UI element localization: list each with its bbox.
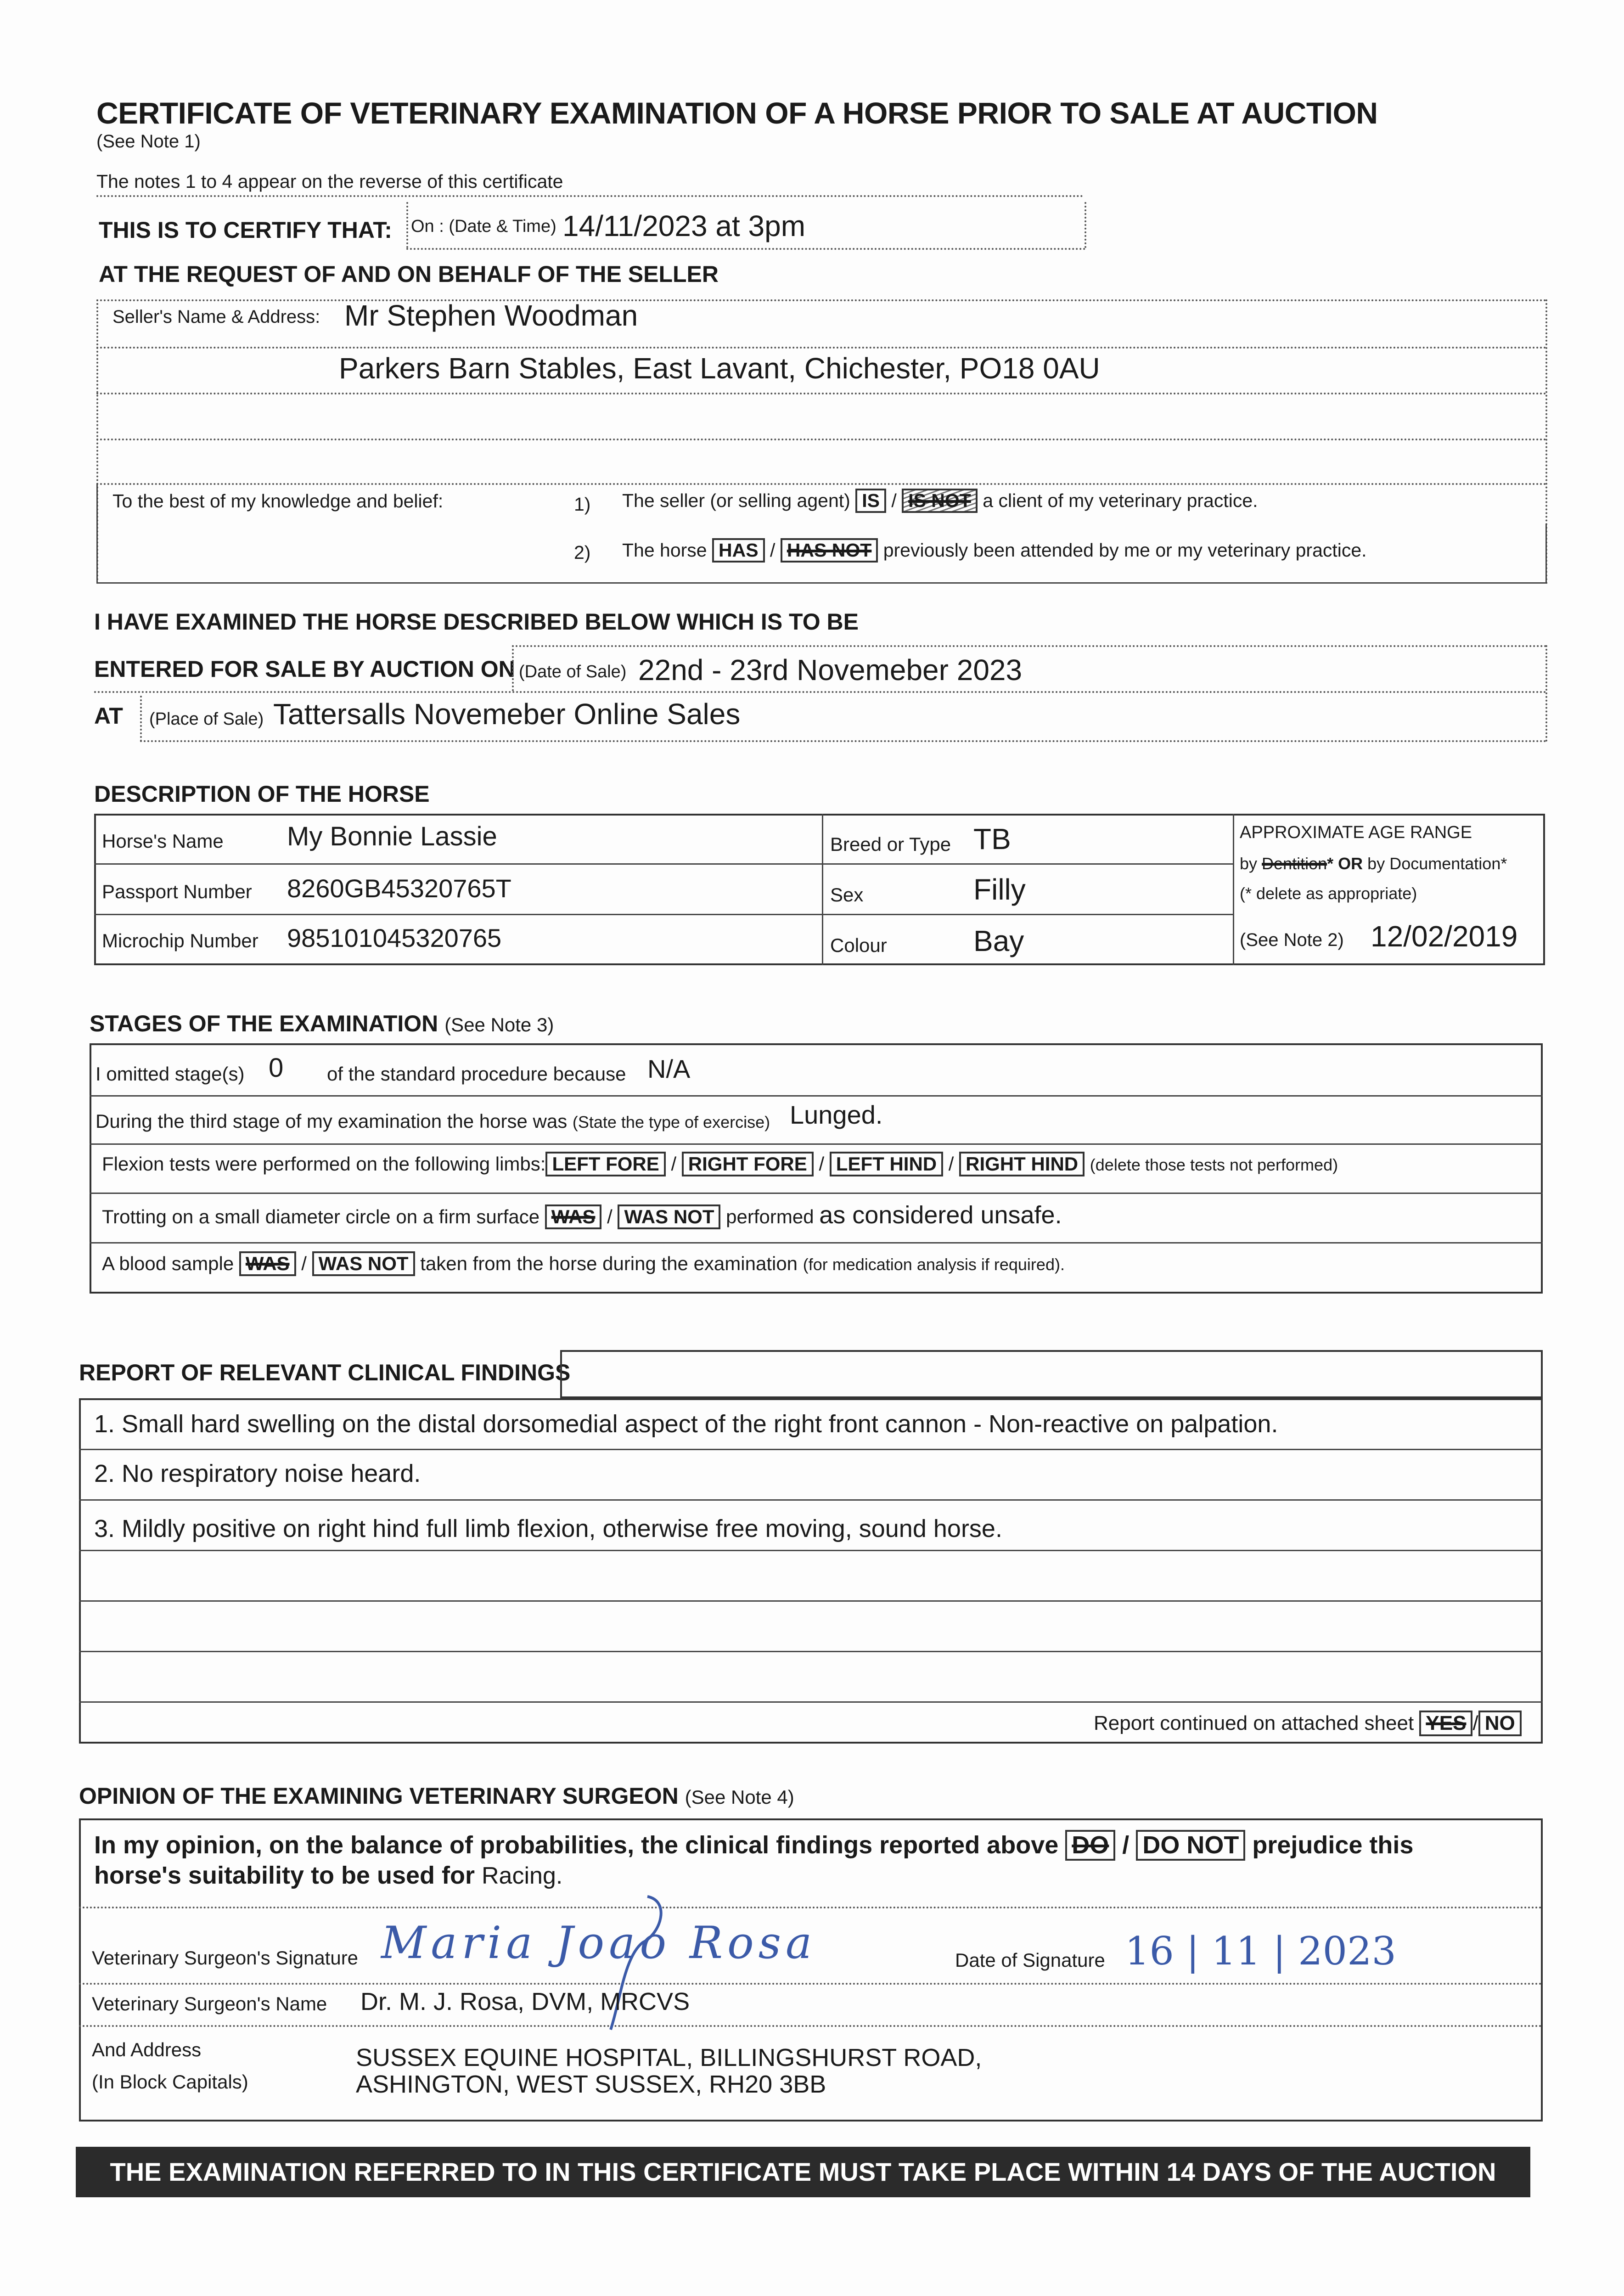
age-delete-note: (* delete as appropriate) xyxy=(1240,884,1417,903)
opinion-line-1-text: In my opinion, on the balance of probabilities, the clinical findings reported above xyxy=(94,1831,1059,1859)
because-value[interactable]: N/A xyxy=(647,1054,691,1083)
trotting-post: performed xyxy=(726,1206,814,1227)
findings-heading-box xyxy=(560,1350,1543,1398)
statement-2-pre: The horse xyxy=(622,540,707,561)
seller-address[interactable]: Parkers Barn Stables, East Lavant, Chichester, PO18 0AU xyxy=(339,352,1100,385)
certify-label: THIS IS TO CERTIFY THAT: xyxy=(99,217,392,243)
client-is-not-option[interactable]: IS NOT xyxy=(902,489,978,513)
statement-1 xyxy=(622,489,1258,513)
opinion-line-2 xyxy=(94,1861,562,1890)
opinion-do-option[interactable]: DO xyxy=(1065,1830,1115,1861)
sale-place-label: (Place of Sale) xyxy=(149,709,264,729)
blood-was-option[interactable]: WAS xyxy=(239,1251,296,1276)
slash: / xyxy=(301,1253,307,1274)
knowledge-label: To the best of my knowledge and belief: xyxy=(112,490,444,512)
statement-2 xyxy=(622,538,1367,563)
trotting-label: Trotting on a small diameter circle on a firm surface xyxy=(102,1206,540,1227)
sale-date-value[interactable]: 22nd - 23rd Novemeber 2023 xyxy=(638,653,1023,687)
opinion-line-2-text: horse's suitability to be used for xyxy=(94,1862,475,1889)
exam-date-label: On : (Date & Time) xyxy=(411,217,556,236)
report-continued-row xyxy=(1094,1711,1522,1736)
age-value[interactable]: 12/02/2019 xyxy=(1371,920,1518,953)
address-line-1[interactable]: SUSSEX EQUINE HOSPITAL, BILLINGSHURST ROAD, xyxy=(356,2044,982,2071)
address-label-2: (In Block Capitals) xyxy=(92,2071,248,2093)
third-stage-note: (State the type of exercise) xyxy=(572,1113,770,1131)
continued-no-option[interactable]: NO xyxy=(1478,1711,1522,1736)
opinion-note: (See Note 4) xyxy=(685,1786,794,1808)
statement-1-pre: The seller (or selling agent) xyxy=(622,490,850,511)
trotting-was-option[interactable]: WAS xyxy=(545,1204,602,1229)
see-note-1: (See Note 1) xyxy=(96,131,201,152)
at-label: AT xyxy=(94,703,123,729)
third-stage-label: During the third stage of my examination the horse was xyxy=(96,1110,568,1132)
age-or: * OR xyxy=(1327,854,1363,873)
passport-value[interactable]: 8260GB45320765T xyxy=(287,874,511,903)
flexion-note: (delete those tests not performed) xyxy=(1090,1155,1338,1174)
entered-heading: ENTERED FOR SALE BY AUCTION ON xyxy=(94,656,515,682)
notes-line: The notes 1 to 4 appear on the reverse of this certificate xyxy=(96,171,563,192)
slash: / xyxy=(1472,1712,1478,1734)
attended-has-not-option[interactable]: HAS NOT xyxy=(781,538,878,563)
opinion-line-1 xyxy=(94,1830,1413,1861)
age-method xyxy=(1240,854,1507,873)
request-heading: AT THE REQUEST OF AND ON BEHALF OF THE SELLER xyxy=(99,261,719,287)
flexion-row xyxy=(102,1152,1338,1176)
trotting-row xyxy=(102,1201,1062,1229)
breed-label: Breed or Type xyxy=(830,833,951,855)
signature-date-label: Date of Signature xyxy=(955,1949,1105,1971)
flexion-right-hind[interactable]: RIGHT HIND xyxy=(959,1152,1085,1176)
opinion-use-value[interactable]: Racing. xyxy=(482,1863,563,1889)
opinion-heading xyxy=(79,1783,794,1809)
blood-label: A blood sample xyxy=(102,1253,234,1274)
slash: / xyxy=(671,1153,677,1175)
signature-date-value[interactable]: 16 | 11 | 2023 xyxy=(1125,1929,1396,1974)
signature[interactable]: Maria Joao Rosa xyxy=(381,1917,817,1969)
certificate-title: CERTIFICATE OF VETERINARY EXAMINATION OF A HORSE PRIOR TO SALE AT AUCTION xyxy=(96,96,1378,130)
age-documentation-option[interactable]: by Documentation* xyxy=(1367,854,1507,873)
age-see-note: (See Note 2) xyxy=(1240,930,1344,950)
finding-1[interactable]: 1. Small hard swelling on the distal dorsomedial aspect of the right front cannon - Non-reactive on palpation. xyxy=(94,1410,1278,1438)
horse-name-label: Horse's Name xyxy=(102,830,224,852)
slash: / xyxy=(819,1153,825,1175)
findings-heading: REPORT OF RELEVANT CLINICAL FINDINGS xyxy=(79,1360,571,1385)
colour-value[interactable]: Bay xyxy=(973,924,1024,957)
opinion-do-not-option[interactable]: DO NOT xyxy=(1136,1830,1245,1861)
stages-heading-text: STAGES OF THE EXAMINATION xyxy=(90,1011,438,1036)
finding-3[interactable]: 3. Mildly positive on right hind full limb flexion, otherwise free moving, sound horse. xyxy=(94,1515,1002,1542)
third-stage xyxy=(96,1110,770,1132)
statement-1-post: a client of my veterinary practice. xyxy=(983,490,1258,511)
seller-name[interactable]: Mr Stephen Woodman xyxy=(344,299,638,332)
horse-description-heading: DESCRIPTION OF THE HORSE xyxy=(94,781,430,807)
third-stage-value[interactable]: Lunged. xyxy=(790,1100,883,1129)
omitted-label: I omitted stage(s) xyxy=(96,1063,245,1085)
flexion-left-fore[interactable]: LEFT FORE xyxy=(545,1152,665,1176)
blood-post: taken from the horse during the examination xyxy=(420,1253,798,1274)
signature-label: Veterinary Surgeon's Signature xyxy=(92,1947,359,1969)
seller-label: Seller's Name & Address: xyxy=(112,307,320,327)
statement-2-number: 2) xyxy=(574,542,591,563)
surgeon-name-label: Veterinary Surgeon's Name xyxy=(92,1993,327,2015)
blood-row xyxy=(102,1251,1065,1276)
microchip-label: Microchip Number xyxy=(102,930,258,951)
exam-date-value[interactable]: 14/11/2023 at 3pm xyxy=(562,209,805,242)
footer-banner: THE EXAMINATION REFERRED TO IN THIS CERTIFICATE MUST TAKE PLACE WITHIN 14 DAYS OF THE AUCTION xyxy=(76,2147,1530,2197)
continued-yes-option[interactable]: YES xyxy=(1419,1711,1472,1736)
because-label: of the standard procedure because xyxy=(327,1063,626,1085)
blood-was-not-option[interactable]: WAS NOT xyxy=(312,1251,415,1276)
omitted-value[interactable]: 0 xyxy=(269,1053,284,1083)
stages-note: (See Note 3) xyxy=(444,1014,554,1035)
microchip-value[interactable]: 985101045320765 xyxy=(287,923,502,952)
horse-name-value[interactable]: My Bonnie Lassie xyxy=(287,822,497,851)
report-continued-label: Report continued on attached sheet xyxy=(1094,1712,1414,1734)
opinion-line-1-post: prejudice this xyxy=(1252,1831,1414,1859)
breed-value[interactable]: TB xyxy=(973,822,1011,855)
examined-heading: I HAVE EXAMINED THE HORSE DESCRIBED BELOW WHICH IS TO BE xyxy=(94,609,859,635)
sale-place-value[interactable]: Tattersalls Novemeber Online Sales xyxy=(273,698,741,731)
finding-2[interactable]: 2. No respiratory noise heard. xyxy=(94,1460,421,1487)
flexion-left-hind[interactable]: LEFT HIND xyxy=(830,1152,943,1176)
address-line-2[interactable]: ASHINGTON, WEST SUSSEX, RH20 3BB xyxy=(356,2071,826,2098)
age-by: by xyxy=(1240,854,1258,873)
statement-1-number: 1) xyxy=(574,494,591,515)
passport-label: Passport Number xyxy=(102,881,252,902)
sex-value[interactable]: Filly xyxy=(973,873,1026,906)
flexion-label: Flexion tests were performed on the following limbs: xyxy=(102,1153,546,1175)
sex-label: Sex xyxy=(830,884,864,906)
sale-date-label: (Date of Sale) xyxy=(519,662,627,681)
trotting-was-not-option[interactable]: WAS NOT xyxy=(618,1204,720,1229)
age-range-title: APPROXIMATE AGE RANGE xyxy=(1240,823,1472,842)
slash: / xyxy=(770,540,775,561)
slash: / xyxy=(607,1206,613,1227)
attended-has-option[interactable]: HAS xyxy=(712,538,765,563)
age-dentition-option[interactable]: Dentition xyxy=(1262,854,1327,873)
surgeon-name-value[interactable]: Dr. M. J. Rosa, DVM, MRCVS xyxy=(360,1988,690,2015)
flexion-right-fore[interactable]: RIGHT FORE xyxy=(682,1152,814,1176)
trotting-value[interactable]: as considered unsafe. xyxy=(819,1201,1062,1229)
slash: / xyxy=(891,490,897,511)
blood-note: (for medication analysis if required). xyxy=(803,1255,1065,1274)
client-is-option[interactable]: IS xyxy=(855,489,886,513)
stages-heading xyxy=(90,1010,554,1037)
address-label-1: And Address xyxy=(92,2039,202,2060)
slash: / xyxy=(1122,1831,1129,1859)
statement-2-post: previously been attended by me or my veterinary practice. xyxy=(883,540,1367,561)
colour-label: Colour xyxy=(830,934,887,956)
slash: / xyxy=(948,1153,954,1175)
opinion-heading-text: OPINION OF THE EXAMINING VETERINARY SURGEON xyxy=(79,1783,679,1809)
